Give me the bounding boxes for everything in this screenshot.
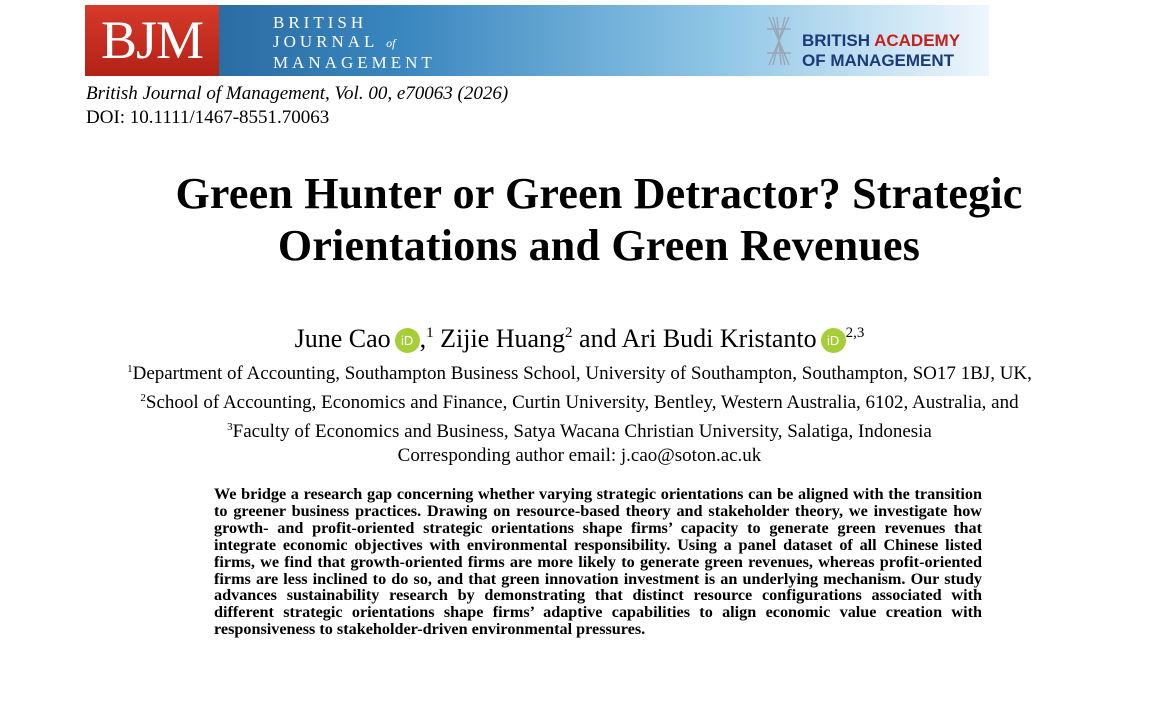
academy-wordmark: [802, 31, 960, 71]
abstract: We bridge a research gap concerning whether varying strategic orientations can be aligned with the transition to greener business practices. Drawing on resource-based theory and stakeholder theory, we investigate how growth- and profit-oriented strategic orientations shape firms’ capacity to generate green revenues that integrate economic objectives with environmental responsibility. Using a panel dataset of all Chinese listed firms, we find that growth-oriented firms are more likely to generate green revenues, whereas profit-oriented firms are less inclined to do so, and that green innovation investment is an underlying mechanism. Our study advances sustainability research by demonstrating that distinct resource configurations associated with different strategic orientations shape firms’ adaptive capabilities to align economic value creation with responsiveness to stakeholder-driven environmental pressures.: [214, 485, 982, 639]
author-1-name: June Cao: [294, 324, 391, 353]
author-3-name: Ari Budi Kristanto: [621, 324, 817, 353]
affiliation-3: [0, 415, 1159, 444]
doi-label: DOI: [86, 107, 120, 128]
journal-name-wordmark: [273, 13, 436, 72]
academy-line-2: OF MANAGEMENT: [802, 51, 955, 70]
affiliation-2: [0, 386, 1159, 415]
journal-banner: [85, 5, 989, 76]
journal-name-journal: JOURNAL: [273, 32, 378, 51]
journal-name-line-3: MANAGEMENT: [273, 53, 436, 72]
author-3-affiliation: 2,3: [845, 325, 865, 341]
affiliation-list: [0, 357, 1159, 468]
bjm-logo: BJM: [85, 5, 219, 76]
journal-citation: British Journal of Management, Vol. 00, e70063 (2026): [86, 83, 509, 104]
title-line-2: Orientations and Green Revenues: [277, 221, 921, 270]
doi-line: [86, 106, 508, 130]
author-2-affiliation: 2: [565, 325, 573, 341]
orcid-icon[interactable]: iD: [395, 328, 420, 353]
author-2-name: Zijie Huang: [440, 324, 566, 353]
title-line-1: Green Hunter or Green Detractor? Strategic: [175, 169, 1023, 218]
article-title: [40, 168, 1158, 272]
affiliation-2-text: School of Accounting, Economics and Finance, Curtin University, Bentley, Western Australia, 6102, Australia, and: [145, 392, 1019, 413]
affiliation-2-marker: 2: [140, 392, 146, 404]
author-1-affiliation: 1: [426, 325, 434, 341]
affiliation-3-marker: 3: [227, 421, 233, 433]
orcid-icon[interactable]: iD: [821, 328, 846, 353]
author-list: [0, 316, 1159, 356]
academy-logo-icon: [765, 15, 793, 67]
journal-name-of: of: [386, 36, 396, 50]
affiliation-3-text: Faculty of Economics and Business, Satya Wacana Christian University, Salatiga, Indonesia: [232, 421, 932, 442]
corresponding-author: Corresponding author email: j.cao@soton.ac.uk: [397, 445, 762, 466]
journal-name-line-2: [273, 32, 436, 53]
citation-block: [86, 82, 508, 130]
academy-british: BRITISH: [802, 31, 870, 50]
author-conjunction: and: [579, 324, 617, 353]
affiliation-1-marker: 1: [127, 363, 133, 375]
affiliation-1: [0, 357, 1159, 386]
academy-academy: ACADEMY: [874, 31, 961, 50]
author-separator: ,: [419, 324, 427, 353]
doi-value[interactable]: : 10.1111/1467-8551.70063: [119, 107, 330, 128]
affiliation-1-text: Department of Accounting, Southampton Business School, University of Southampton, Southampton, SO17 1BJ, UK,: [132, 363, 1032, 384]
academy-line-1: [802, 31, 960, 51]
journal-name-line-1: BRITISH: [273, 13, 368, 32]
